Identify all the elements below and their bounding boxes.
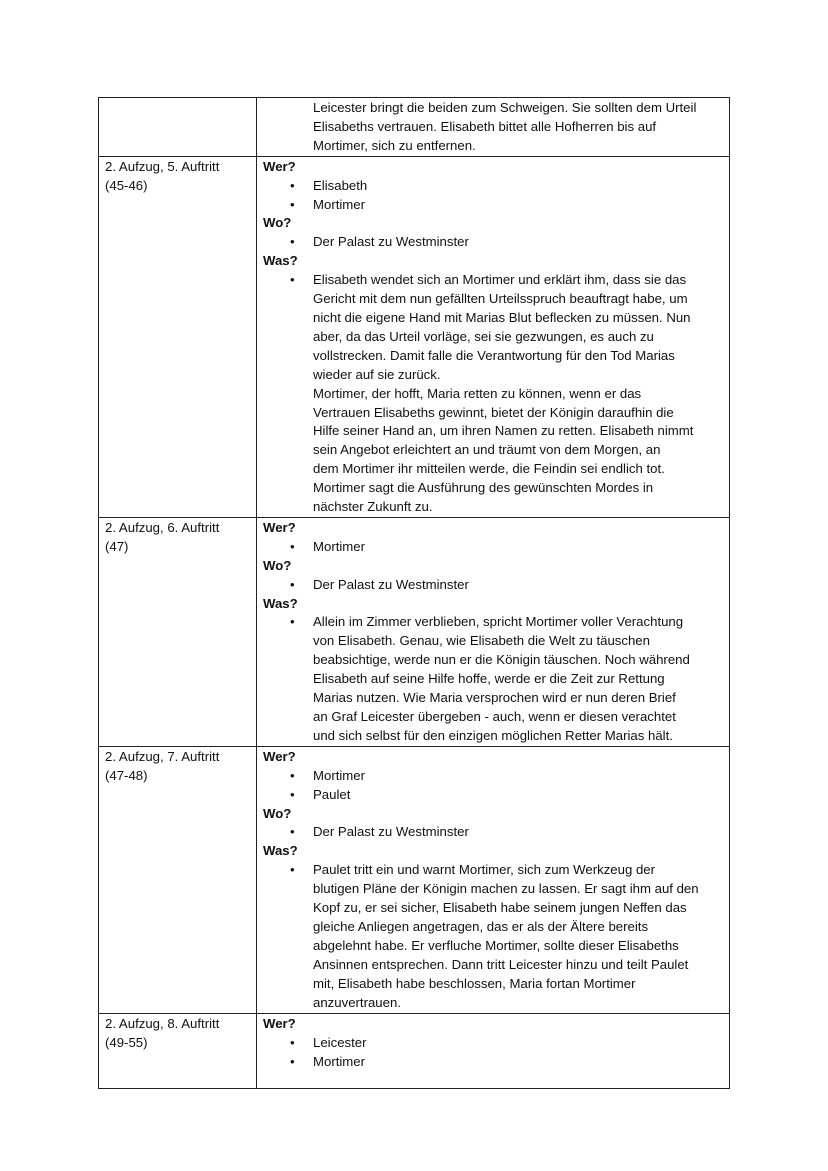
bullet-item <box>263 767 723 786</box>
description-line: und sich selbst für den einzigen möglichen Retter Marias hält. <box>313 727 673 743</box>
bullet-icon: • <box>290 767 295 783</box>
description-line: Ansinnen entsprechen. Dann tritt Leicester hinzu und teilt Paulet <box>313 956 689 972</box>
description-line: sein Angebot erleichtert an und träumt von dem Morgen, an <box>313 442 661 458</box>
section-heading-wer: Wer? <box>263 158 296 174</box>
description-line: Hilfe seiner Hand an, um ihren Namen zu retten. Elisabeth nimmt <box>313 423 694 439</box>
list-text: Der Palast zu Westminster <box>313 824 469 840</box>
bullet-item <box>263 823 723 842</box>
scene-cell <box>99 1013 257 1088</box>
bullet-item <box>263 177 723 196</box>
description-line: wieder auf sie zurück. <box>313 366 441 382</box>
list-text: Elisabeth <box>313 177 368 193</box>
list-text: Mortimer <box>313 767 366 783</box>
description-line: von Elisabeth. Genau, wie Elisabeth die Welt zu täuschen <box>313 633 650 649</box>
bullet-icon: • <box>290 234 295 250</box>
content-cell <box>257 746 730 1013</box>
description-line: Mortimer sagt die Ausführung des gewünschten Mordes in <box>313 480 654 496</box>
description-line: abgelehnt habe. Er verfluche Mortimer, sollte dieser Elisabeths <box>313 937 679 953</box>
section-heading-wo: Wo? <box>263 805 292 821</box>
description-line: Marias nutzen. Wie Maria versprochen wird er nun deren Brief <box>313 690 676 706</box>
description-line: aber, da das Urteil vorläge, sei sie gezwungen, es auch zu <box>313 328 654 344</box>
bullet-item <box>263 538 723 557</box>
bullet-item <box>263 576 723 595</box>
description-line: nicht die eigene Hand mit Marias Blut beflecken zu müssen. Nun <box>313 309 691 325</box>
description-line: mit, Elisabeth habe beschlossen, Maria fortan Mortimer <box>313 975 636 991</box>
table-row <box>99 1013 730 1088</box>
bullet-icon: • <box>290 1034 295 1050</box>
bullet-item <box>263 1053 723 1072</box>
bullet-item <box>263 861 723 1012</box>
table-row <box>99 156 730 517</box>
list-text: Mortimer <box>313 1053 366 1069</box>
bullet-icon: • <box>290 824 295 840</box>
scene-label: 2. Aufzug, 6. Auftritt <box>105 519 220 535</box>
list-text: Mortimer <box>313 196 366 212</box>
description-line: Paulet tritt ein und warnt Mortimer, sich zum Werkzeug der <box>313 862 656 878</box>
scene-label: (47-48) <box>105 767 148 783</box>
bullet-icon: • <box>290 576 295 592</box>
bullet-icon: • <box>290 538 295 554</box>
bullet-item <box>263 196 723 215</box>
table-row <box>99 746 730 1013</box>
description-line: an Graf Leicester übergeben - auch, wenn er diesen verachtet <box>313 709 676 724</box>
content-cell <box>257 156 730 517</box>
section-heading-wo: Wo? <box>263 557 292 573</box>
description-line: anzuvertrauen. <box>313 994 401 1010</box>
description-line: nächster Zukunft zu. <box>313 499 433 515</box>
description-line: blutigen Pläne der Königin machen zu lassen. Er sagt ihm auf den <box>313 881 699 897</box>
bullet-item <box>263 1034 723 1053</box>
list-text: Der Palast zu Westminster <box>313 234 469 250</box>
scene-cell <box>99 156 257 517</box>
list-text: Paulet <box>313 786 351 802</box>
bullet-icon: • <box>290 614 295 630</box>
bullet-item <box>263 271 723 517</box>
scene-label: 2. Aufzug, 5. Auftritt <box>105 158 220 174</box>
content-cell <box>257 98 730 157</box>
table-row <box>99 98 730 157</box>
description-line: Mortimer, sich zu entfernen. <box>313 137 476 153</box>
scene-label: (49-55) <box>105 1034 148 1050</box>
description-line: gleiche Anliegen angetragen, das er als der Ältere bereits <box>313 918 649 934</box>
bullet-icon: • <box>290 1053 295 1069</box>
section-heading-wo: Wo? <box>263 215 292 231</box>
description-line: vollstrecken. Damit falle die Verantwortung für den Tod Marias <box>313 347 675 363</box>
description-line: Vertrauen Elisabeths gewinnt, bietet der Königin daraufhin die <box>313 404 674 420</box>
description-line: dem Mortimer ihr mitteilen werde, die Feindin sei endlich tot. <box>313 461 665 477</box>
list-text: Der Palast zu Westminster <box>313 576 469 592</box>
description-line: Elisabeths vertrauen. Elisabeth bittet alle Hofherren bis auf <box>313 118 657 134</box>
content-cell <box>257 1013 730 1088</box>
bullet-icon: • <box>290 177 295 193</box>
scene-label: 2. Aufzug, 8. Auftritt <box>105 1015 220 1031</box>
description-line: Elisabeth wendet sich an Mortimer und erklärt ihm, dass sie das <box>313 272 687 288</box>
section-heading-wer: Wer? <box>263 1015 296 1031</box>
scene-label: (47) <box>105 538 129 554</box>
description-line: Allein im Zimmer verblieben, spricht Mortimer voller Verachtung <box>313 614 684 630</box>
description-line: beabsichtige, werde nun er die Königin täuschen. Noch während <box>313 652 690 668</box>
description-line: Leicester bringt die beiden zum Schweigen. Sie sollten dem Urteil <box>313 100 697 115</box>
section-heading-wer: Wer? <box>263 519 296 535</box>
scene-label: (45-46) <box>105 177 148 193</box>
scene-cell <box>99 98 257 157</box>
list-text: Leicester <box>313 1034 367 1050</box>
description-line: Gericht mit dem nun gefällten Urteilsspruch beauftragt habe, um <box>313 291 688 307</box>
bullet-icon: • <box>290 862 295 878</box>
bullet-icon: • <box>290 272 295 288</box>
scene-cell <box>99 517 257 746</box>
section-heading-was: Was? <box>263 253 298 269</box>
section-heading-was: Was? <box>263 843 298 859</box>
bullet-item <box>263 613 723 745</box>
description-line: Mortimer, der hofft, Maria retten zu können, wenn er das <box>313 385 642 401</box>
list-text: Mortimer <box>313 538 366 554</box>
section-heading-wer: Wer? <box>263 748 296 764</box>
scene-label: 2. Aufzug, 7. Auftritt <box>105 748 220 764</box>
scene-cell <box>99 746 257 1013</box>
scene-summary-table <box>98 97 730 1089</box>
table-row <box>99 517 730 746</box>
continued-description <box>263 99 723 156</box>
bullet-item <box>263 786 723 805</box>
content-cell <box>257 517 730 746</box>
bullet-item <box>263 233 723 252</box>
description-line: Elisabeth auf seine Hilfe hoffe, werde er die Zeit zur Rettung <box>313 671 665 687</box>
bullet-icon: • <box>290 786 295 802</box>
bullet-icon: • <box>290 196 295 212</box>
description-line: Kopf zu, er sei sicher, Elisabeth habe seinem jungen Neffen das <box>313 900 687 916</box>
section-heading-was: Was? <box>263 595 298 611</box>
